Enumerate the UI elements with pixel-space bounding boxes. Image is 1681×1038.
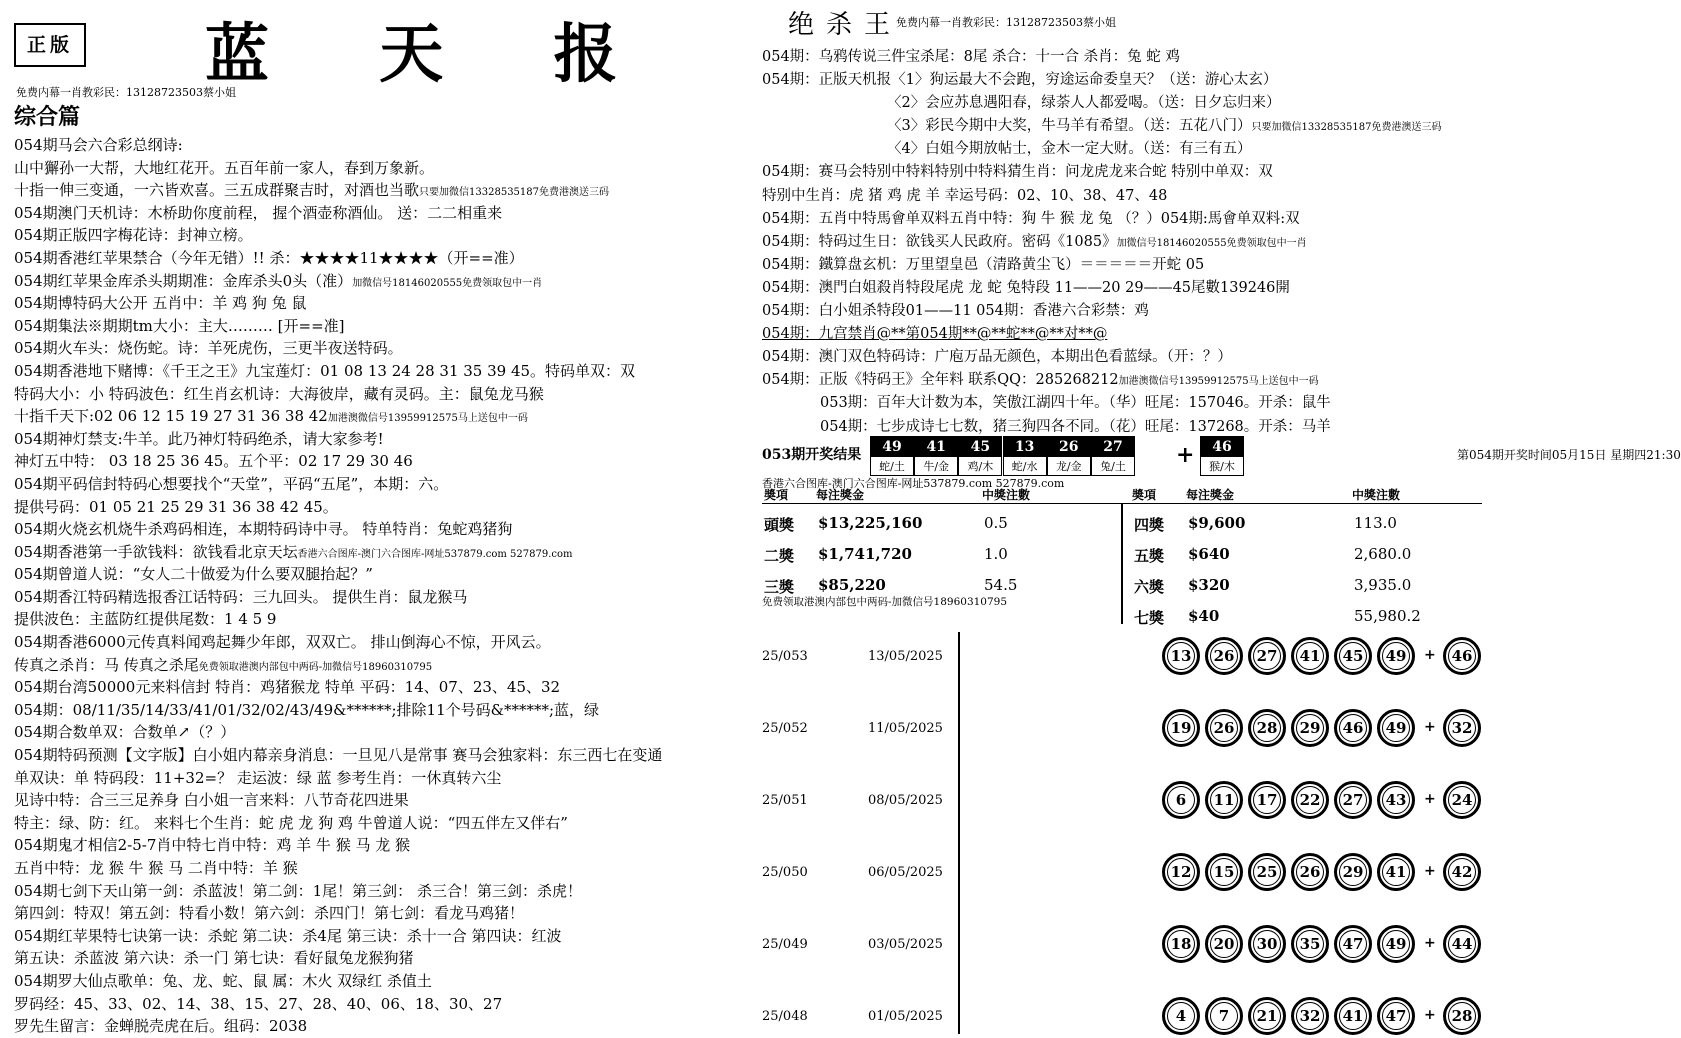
draw-ball-number: 26 (1048, 437, 1090, 457)
right-line (762, 323, 1482, 346)
ad-text: 免费领取港澳内部包中两码-加微信号18960310795 (198, 661, 433, 673)
prize-amount: $320 (1188, 576, 1230, 594)
prize-name: 六獎 (1134, 578, 1165, 596)
left-line (14, 608, 714, 631)
left-line (14, 337, 714, 360)
number-ball: 20 (1205, 925, 1243, 963)
draw-special-zodiac: 猴/木 (1209, 460, 1235, 473)
ad-text: 只要加微信13328535187免费港澳送三码 (1251, 122, 1442, 134)
ad-text: 加微信号18146020555免费领取包中一肖 (352, 277, 543, 289)
line-text: 五肖中特：龙 猴 牛 猴 马 二肖中特：羊 猴 (14, 859, 298, 877)
prize-name: 三獎 (764, 578, 795, 596)
draw-date: 06/05/2025 (868, 865, 943, 880)
prize-header-name: 奬項 (764, 488, 789, 502)
prize-count: 54.5 (984, 576, 1018, 594)
number-ball: 27 (1334, 781, 1372, 819)
prize-header-amount-2: 每注獎金 (1186, 488, 1235, 502)
number-ball: 29 (1291, 709, 1329, 747)
number-ball: 11 (1205, 781, 1243, 819)
history-row (762, 637, 1487, 677)
plus-sign: + (1176, 442, 1195, 468)
left-line (14, 405, 714, 428)
draw-date: 13/05/2025 (868, 649, 943, 664)
number-ball: 47 (1377, 997, 1415, 1035)
draw-date: 08/05/2025 (868, 793, 943, 808)
number-ball: 30 (1248, 925, 1286, 963)
draw-date: 03/05/2025 (868, 937, 943, 952)
left-line (14, 473, 714, 496)
ad-text: 加港澳微信号13959912575马上送包中一码 (327, 413, 528, 425)
left-line (14, 947, 714, 970)
left-line (14, 812, 714, 835)
line-text: 054期神灯禁支:牛羊。此乃神灯特码绝杀，请大家参考! (14, 429, 384, 448)
draw-ball-cell (1003, 436, 1047, 476)
line-text: 054期台湾50000元来料信封 特肖：鸡猪猴龙 特单 平码：14、07、23、45、32 (14, 678, 561, 697)
line-text: 十指一伸三变通，一六皆欢喜。三五成群聚吉时，对酒也当歌 (14, 181, 420, 200)
draw-date: 11/05/2025 (868, 721, 943, 736)
draw-ball-cell (870, 436, 914, 476)
draw-ball-zodiac: 牛/金 (923, 460, 950, 473)
line-text: 054期火烧玄机烧牛杀鸡码相连，本期特码诗中寻。 特单特肖：兔蛇鸡猪狗 (14, 520, 513, 539)
left-line (14, 676, 714, 699)
left-line (14, 428, 714, 451)
draw-ball-number: 45 (959, 437, 1001, 457)
prize-count: 2,680.0 (1354, 545, 1412, 563)
left-line (14, 970, 714, 993)
right-line (762, 161, 1482, 184)
number-ball: 7 (1205, 997, 1243, 1035)
draw-ball-zodiac: 蛇/土 (879, 460, 905, 473)
line-text: 054期香港地下赌博：《千王之王》九宝莲灯：01 08 13 24 28 31 35 39 45。特码单双：双 (14, 361, 636, 380)
plus-sign: + (1424, 935, 1436, 951)
draw-ball-zodiac: 鸡/木 (967, 460, 994, 473)
special-ball: 44 (1443, 925, 1481, 963)
number-ball: 27 (1248, 637, 1286, 675)
line-text: 054期鬼才相信2-5-7肖中特七肖中特：鸡 羊 牛 猴 马 龙 猴 (14, 836, 411, 855)
line-text: 054期火车头：烧伤蛇。诗：羊死虎伤，三更半夜送特码。 (14, 339, 403, 358)
right-line (762, 300, 1482, 323)
number-ball: 41 (1334, 997, 1372, 1035)
line-text: 054期香港第一手欲钱料：欲钱看北京天坛 (14, 542, 298, 561)
history-row (762, 781, 1487, 821)
left-line (14, 789, 714, 812)
line-text: 054期特码预测【文字版】白小姐内幕亲身消息：一旦见八是常事 赛马会独家料：东三西七在变通 (14, 746, 663, 765)
line-text: 054期：赛马会特别中特料特别中特料猜生肖：问龙虎龙来合蛇 特别中单双：双 (762, 164, 1273, 181)
left-line (14, 1015, 714, 1038)
line-text: 054期红苹果特七诀第一诀：杀蛇 第二诀：杀4尾 第三诀：杀十一合 第四诀：红波 (14, 926, 562, 945)
line-text: 第四剑：特双！第五剑：特看小数！第六剑：杀四门！第七剑：看龙马鸡猪！ (14, 904, 525, 923)
draw-ball-number: 27 (1092, 437, 1134, 457)
draw-ball-zodiac: 蛇/水 (1011, 460, 1038, 473)
left-line (14, 767, 714, 790)
left-line (14, 925, 714, 948)
left-line (14, 360, 714, 383)
prize-amount: $1,741,720 (818, 545, 912, 563)
left-line (14, 450, 714, 473)
left-line (14, 383, 714, 406)
left-line (14, 857, 714, 880)
number-ball: 19 (1162, 709, 1200, 747)
ad-text: 加港澳微信号13959912575马上送包中一码 (1118, 376, 1319, 388)
line-text: 054期红苹果金库杀头期期准：金库杀头0头（准） (14, 271, 353, 290)
left-line (14, 134, 714, 157)
history-row (762, 925, 1487, 965)
draw-ball-cell (914, 436, 958, 476)
line-text: 〈3〉彩民今期中大奖，牛马羊有希望。（送：五花八门） (887, 118, 1252, 135)
left-line (14, 224, 714, 247)
right-line (762, 138, 1482, 161)
left-line (14, 834, 714, 857)
right-line (762, 208, 1482, 231)
right-line (762, 185, 1482, 208)
line-text: 054期香港红苹果禁合（今年无错）!! 杀：★★★★11★★★★（开==准） (14, 248, 524, 267)
history-divider (958, 632, 960, 1034)
issue-number: 25/050 (762, 865, 808, 880)
issue-number: 25/048 (762, 1009, 808, 1024)
line-text: 〈4〉白姐今期放帖士，金木一定大财。（送：有三有五） (887, 141, 1252, 158)
prize-amount: $13,225,160 (818, 514, 923, 532)
prize-name: 頭獎 (764, 516, 795, 534)
line-text: 054期：正版天机报〈1〉狗运最大不会跑，穷途运命委皇天？（送：游心太玄） (762, 72, 1278, 89)
line-text: 054期：特码过生日：欲钱买人民政府。密码《1085》 (762, 233, 1117, 250)
line-text: 特码大小：小 特码波色：红生肖玄机诗：大海彼岸，藏有灵码。主：鼠兔龙马猴 (14, 384, 544, 403)
plus-sign: + (1424, 863, 1436, 879)
right-line (762, 346, 1482, 369)
line-text: 054期曾道人说：“女人二十做爱为什么要双腿抬起？” (14, 565, 373, 584)
number-ball: 26 (1291, 853, 1329, 891)
prize-header-amount: 每注獎金 (816, 488, 865, 502)
number-ball: 26 (1205, 709, 1243, 747)
plus-sign: + (1424, 647, 1436, 663)
draw-ball-zodiac: 兔/土 (1100, 460, 1126, 473)
history-row (762, 709, 1487, 749)
edition-badge: 正版 (14, 23, 86, 67)
left-line (14, 586, 714, 609)
draw-ball-cell (1091, 436, 1135, 476)
line-text: 054期香港6000元传真料闻鸡起舞少年郎，双双亡。 排山倒海心不惊，开风云。 (14, 633, 551, 652)
line-text: 特别中生肖：虎 猪 鸡 虎 羊 幸运号码：02、10、38、47、48 (762, 187, 1168, 204)
prize-count: 113.0 (1354, 514, 1397, 532)
line-text: 传真之杀肖：马 传真之杀尾 (14, 655, 199, 674)
line-text: 054期平码信封特码心想要找个“天堂”，平码“五尾”，本期：六。 (14, 474, 449, 493)
line-text: 054期香江特码精选报香江话特码：三九回头。 提供生肖：鼠龙猴马 (14, 587, 468, 606)
ad-text: 只要加微信13328535187免费港澳送三码 (419, 187, 610, 199)
line-text: 山中獬孙一大帮，大地红花开。五百年前一家人，春到万象新。 (14, 158, 435, 177)
prize-separator (1121, 504, 1123, 624)
number-ball: 32 (1291, 997, 1329, 1035)
number-ball: 45 (1334, 637, 1372, 675)
special-ball: 42 (1443, 853, 1481, 891)
number-ball: 41 (1291, 637, 1329, 675)
right-line (762, 115, 1482, 138)
left-line (14, 563, 714, 586)
number-ball: 43 (1377, 781, 1415, 819)
line-text: 054期澳门天机诗：木桥助你度前程， 握个酒壶称酒仙。 送：二二相重来 (14, 203, 503, 222)
left-line (14, 496, 714, 519)
left-line (14, 518, 714, 541)
number-ball: 17 (1248, 781, 1286, 819)
line-text: 十指千天下:02 06 12 15 19 27 31 36 38 42 (14, 407, 328, 426)
left-line (14, 315, 714, 338)
right-line (762, 277, 1482, 300)
line-text: 第五诀：杀蓝波 第六诀：杀一门 第七诀：看好鼠兔龙猴狗猪 (14, 949, 414, 968)
issue-number: 25/049 (762, 937, 808, 952)
special-ball: 28 (1443, 997, 1481, 1035)
number-ball: 49 (1377, 709, 1415, 747)
prize-header-name-2: 奬項 (1132, 488, 1157, 502)
prize-count: 0.5 (984, 514, 1008, 532)
right-line (762, 254, 1482, 277)
right-line (762, 69, 1482, 92)
line-text: 054期：五肖中特馬會单双料五肖中特：狗 牛 猴 龙 兔 （？）054期:馬會单双料:双 (762, 210, 1300, 227)
draw-ball-number: 41 (915, 437, 957, 457)
draw-ball-zodiac: 龙/金 (1055, 460, 1082, 473)
right-free-note: 免费内幕一肖教彩民：13128723503蔡小姐 (896, 16, 1116, 29)
draw-ball-number: 49 (871, 437, 913, 457)
history-row (762, 997, 1487, 1037)
left-line (14, 247, 714, 270)
line-text: 罗码经：45、33、02、14、38、15、27、28、40、06、18、30、27 (14, 994, 503, 1013)
left-line (14, 902, 714, 925)
number-ball: 49 (1377, 925, 1415, 963)
number-ball: 18 (1162, 925, 1200, 963)
line-text: 054期正版四字梅花诗：封神立榜。 (14, 226, 253, 245)
number-ball: 29 (1334, 853, 1372, 891)
number-ball: 15 (1205, 853, 1243, 891)
number-ball: 21 (1248, 997, 1286, 1035)
prize-count: 55,980.2 (1354, 607, 1421, 625)
issue-number: 25/053 (762, 649, 808, 664)
plus-sign: + (1424, 1007, 1436, 1023)
prize-count: 1.0 (984, 545, 1008, 563)
line-text: 提供波色：主蓝防红提供尾数：1 4 5 9 (14, 610, 277, 629)
prize-name: 七獎 (1134, 609, 1165, 627)
special-ball: 24 (1443, 781, 1481, 819)
line-text: 054期：乌鸦传说三件宝杀尾：8尾 杀合：十一合 杀肖：兔 蛇 鸡 (762, 49, 1180, 65)
draw-result (762, 436, 1681, 476)
line-text: 054期：九宫禁肖@**第054期**@**蛇**@**对**@ (762, 326, 1108, 343)
left-column (14, 134, 714, 1038)
draw-ball-number: 13 (1004, 437, 1046, 457)
draw-label: 053期开奖结果 (762, 447, 862, 463)
prize-name: 五獎 (1134, 547, 1165, 565)
line-text: 特主：绿、防：红。 来料七个生肖：蛇 虎 龙 狗 鸡 牛曾道人说：“四五伴左又伴右” (14, 813, 568, 832)
number-ball: 28 (1248, 709, 1286, 747)
prize-header-count: 中獎注數 (982, 488, 1031, 502)
right-title: 绝杀王 (788, 10, 903, 40)
draw-ball-cell (1047, 436, 1091, 476)
left-line (14, 202, 714, 225)
left-line (14, 270, 714, 293)
prize-amount: $85,220 (818, 576, 886, 594)
left-line (14, 721, 714, 744)
line-text: 054期马会六合彩总纲诗: (14, 136, 183, 154)
right-line (762, 231, 1482, 254)
section-title: 综合篇 (14, 104, 81, 130)
prize-name: 四獎 (1134, 516, 1165, 534)
number-ball: 46 (1334, 709, 1372, 747)
line-text: 054期博特码大公开 五肖中：羊 鸡 狗 兔 鼠 (14, 294, 307, 313)
left-line (14, 880, 714, 903)
line-text: 054期罗大仙点歌单：兔、龙、蛇、鼠 属：木火 双绿红 杀值土 (14, 971, 432, 990)
plus-sign: + (1424, 791, 1436, 807)
number-ball: 13 (1162, 637, 1200, 675)
right-line (762, 392, 1482, 415)
prize-amount: $9,600 (1188, 514, 1246, 532)
number-ball: 12 (1162, 853, 1200, 891)
line-text: 053期：百年大计数为本，笑傲江湖四十年。（华）旺尾：157046。开杀：鼠牛 (820, 395, 1331, 412)
right-line (762, 92, 1482, 115)
left-line (14, 157, 714, 180)
history-row (762, 853, 1487, 893)
prize-count: 3,935.0 (1354, 576, 1412, 594)
prize-name: 二獎 (764, 547, 795, 565)
line-text: 〈2〉会应苏息遇阳春，绿荼人人都爱喝。（送：日夕忘归来） (887, 95, 1281, 112)
line-text: 054期：08/11/35/14/33/41/01/32/02/43/49&******;排除11个号码&******;蓝，绿 (14, 700, 600, 719)
prize-amount: $40 (1188, 607, 1220, 625)
left-line (14, 631, 714, 654)
left-line (14, 541, 714, 564)
left-line (14, 699, 714, 722)
issue-number: 25/052 (762, 721, 808, 736)
left-line (14, 993, 714, 1016)
number-ball: 22 (1291, 781, 1329, 819)
line-text: 054期：七步成诗七七数，猪三狗四各不同。（花）旺尾：137268。开杀：马羊 (820, 418, 1331, 435)
number-ball: 4 (1162, 997, 1200, 1035)
line-text: 提供号码：01 05 21 25 29 31 36 38 42 45。 (14, 497, 338, 516)
line-text: 054期：白小姐杀特段01——11 054期：香港六合彩禁：鸡 (762, 303, 1149, 320)
special-ball: 46 (1443, 637, 1481, 675)
line-text: 054期：澳門白姐殺肖特段尾虎 龙 蛇 兔特段 11——20 29——45尾數139246開 (762, 279, 1290, 296)
line-text: 054期七剑下天山第一剑：杀蓝波！第二剑：1尾！第三剑： 杀三合！第三剑：杀虎！ (14, 881, 582, 900)
ad-text: 加微信号18146020555免费领取包中一肖 (1116, 237, 1307, 249)
draw-ball-cell (958, 436, 1002, 476)
website-note: 香港六合图库-澳门六合图库-网址537879.com 527879.com (762, 477, 1065, 490)
issue-number: 25/051 (762, 793, 808, 808)
number-ball: 35 (1291, 925, 1329, 963)
left-line (14, 744, 714, 767)
number-ball: 47 (1334, 925, 1372, 963)
plus-sign: + (1424, 719, 1436, 735)
line-text: 罗先生留言：金蝉脱壳虎在后。组码：2038 (14, 1017, 308, 1036)
line-text: 054期集法※期期tm大小：主大……… [开==准] (14, 316, 345, 335)
number-ball: 49 (1377, 637, 1415, 675)
line-text: 054期：正版《特码王》全年料 联系QQ：285268212 (762, 372, 1119, 389)
page-title: 蓝 天 报 (205, 17, 662, 92)
left-line (14, 292, 714, 315)
right-line (762, 369, 1482, 392)
next-draw-time: 第054期开奖时间05月15日 星期四21:30 (1457, 448, 1681, 462)
right-line (762, 46, 1482, 69)
left-line (14, 654, 714, 677)
number-ball: 6 (1162, 781, 1200, 819)
ad-text: 香港六合图库-澳门六合图库-网址537879.com 527879.com (297, 548, 573, 560)
line-text: 单双诀：单 特码段：11+32=？ 走运波：绿 蓝 参考生肖：一休真转六尘 (14, 768, 502, 787)
free-note: 免费内幕一肖教彩民：13128723503蔡小姐 (16, 86, 236, 99)
prize-note: 免费领取港澳内部包中两码-加微信号18960310795 (762, 596, 1008, 608)
line-text: 见诗中特：合三三足养身 白小姐一言来料：八节奇花四进果 (14, 791, 409, 810)
line-text: 神灯五中特： 03 18 25 36 45。五个平：02 17 29 30 46 (14, 452, 413, 471)
line-text: 054期：澳门双色特码诗：广庖万品无颜色，本期出色看蓝绿。（开：？） (762, 349, 1232, 366)
number-ball: 41 (1377, 853, 1415, 891)
line-text: 054期：鐵算盘玄机：万里望皇邑（清路黄尘飞）＝＝＝＝＝开蛇 05 (762, 256, 1205, 273)
draw-special-number: 46 (1201, 437, 1243, 457)
number-ball: 26 (1205, 637, 1243, 675)
special-ball: 32 (1443, 709, 1481, 747)
prize-amount: $640 (1188, 545, 1230, 563)
prize-header-count-2: 中獎注數 (1352, 488, 1401, 502)
line-text: 054期合数单双：合数单↗（？） (14, 723, 236, 742)
right-column (762, 46, 1482, 439)
number-ball: 25 (1248, 853, 1286, 891)
draw-date: 01/05/2025 (868, 1009, 943, 1024)
left-line (14, 179, 714, 202)
draw-special-cell (1200, 436, 1244, 476)
